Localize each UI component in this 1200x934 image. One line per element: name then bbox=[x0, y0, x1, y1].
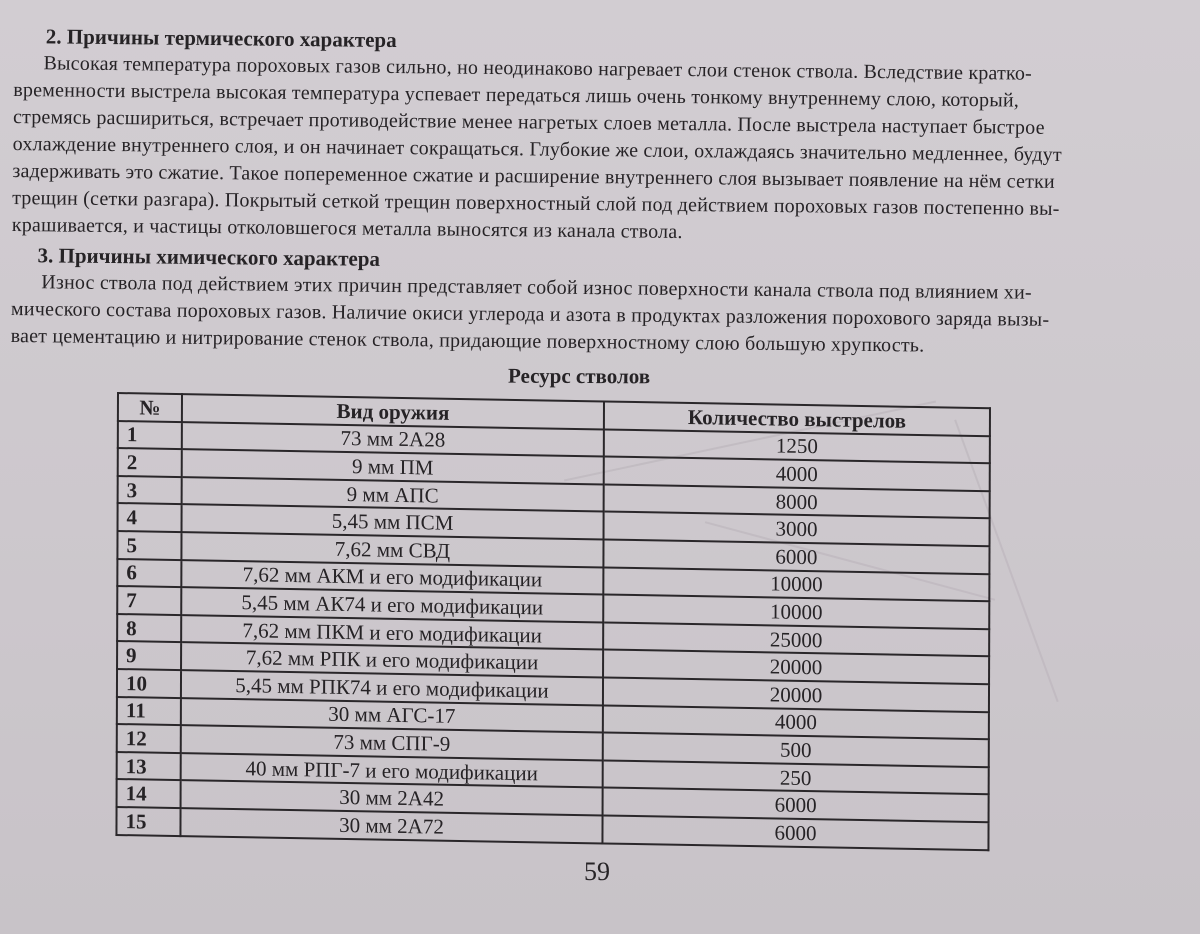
paragraph-line: вает цементацию и нитрирование стенок ствола, придающие поверхностному слою большую хрупкость. bbox=[10, 324, 925, 357]
header-shots: Количество выстрелов bbox=[604, 402, 990, 436]
table-row: 13 40 мм РПГ-7 и его модификации 250 bbox=[117, 752, 989, 795]
header-number: № bbox=[118, 393, 182, 422]
paragraph-line: стремясь расшириться, встречает противодействие менее нагретых слоев металла. После выстрела наступает быстрое bbox=[12, 105, 1045, 139]
table-row: 14 30 мм 2А42 6000 bbox=[117, 779, 989, 822]
paragraph-line: крашивается, и частицы отколовшегося металла выносятся из канала ствола. bbox=[11, 213, 683, 244]
table-title: Ресурс стволов bbox=[507, 363, 651, 389]
bleed-through-decoration bbox=[954, 358, 1200, 702]
paragraph-line: временности выстрела высокая температура успевает передаться лишь очень тонкому внутреннему слою, который, bbox=[13, 78, 1020, 112]
table-row: 7 5,45 мм АК74 и его модификации 10000 bbox=[117, 586, 989, 629]
text-block bbox=[11, 22, 1190, 362]
paragraph-line: Высокая температура пороховых газов сильно, но неодинаково нагревает слои стенок ствола. Вследствие кратко- bbox=[43, 52, 1033, 85]
table-row: 4 5,45 мм ПСМ 3000 bbox=[118, 503, 990, 546]
paragraph-line: охлаждение внутреннего слоя, и он начинает сокращаться. Глубокие же слои, охлаждаясь значительно медленнее, будут bbox=[12, 132, 1062, 166]
table-row: 2 9 мм ПМ 4000 bbox=[118, 448, 990, 491]
table-row: 5 7,62 мм СВД 6000 bbox=[117, 531, 989, 574]
table-row: 11 30 мм АГС-17 4000 bbox=[117, 697, 989, 740]
table-row: 3 9 мм АПС 8000 bbox=[118, 476, 990, 519]
section-3-heading: 3. Причины химического характера bbox=[37, 243, 381, 271]
table-row: 15 30 мм 2А72 6000 bbox=[116, 807, 988, 850]
paragraph-line: трещин (сетки разгара). Покрытый сеткой трещин поверхностный слой под действием пороховых газов постепенно вы- bbox=[12, 186, 1060, 220]
table-row: 9 7,62 мм РПК и его модификации 20000 bbox=[117, 641, 989, 684]
paragraph-line: Износ ствола под действием этих причин представляет собой износ поверхности канала ствола под влиянием хи- bbox=[41, 271, 1032, 304]
table-row: 6 7,62 мм АКМ и его модификации 10000 bbox=[117, 559, 989, 602]
header-weapon: Вид оружия bbox=[182, 394, 604, 429]
table-row: 10 5,45 мм РПК74 и его модификации 20000 bbox=[117, 669, 989, 712]
paragraph-line: мического состава пороховых газов. Наличие окиси углерода и азота в продуктах разложения порохового заряда вызы- bbox=[10, 297, 1050, 331]
table-row: 8 7,62 мм ПКМ и его модификации 25000 bbox=[117, 614, 989, 657]
section-2-heading: 2. Причины термического характера bbox=[45, 24, 397, 53]
paragraph-line: задерживать это сжатие. Такое попеременное сжатие и расширение внутреннего слоя вызывает появление на нём сетки bbox=[12, 159, 1056, 193]
table-row: 1 73 мм 2А28 1250 bbox=[118, 421, 990, 464]
table-row: 12 73 мм СПГ-9 500 bbox=[117, 724, 989, 767]
page-number: 59 bbox=[584, 857, 610, 886]
barrel-resource-table bbox=[115, 392, 991, 851]
